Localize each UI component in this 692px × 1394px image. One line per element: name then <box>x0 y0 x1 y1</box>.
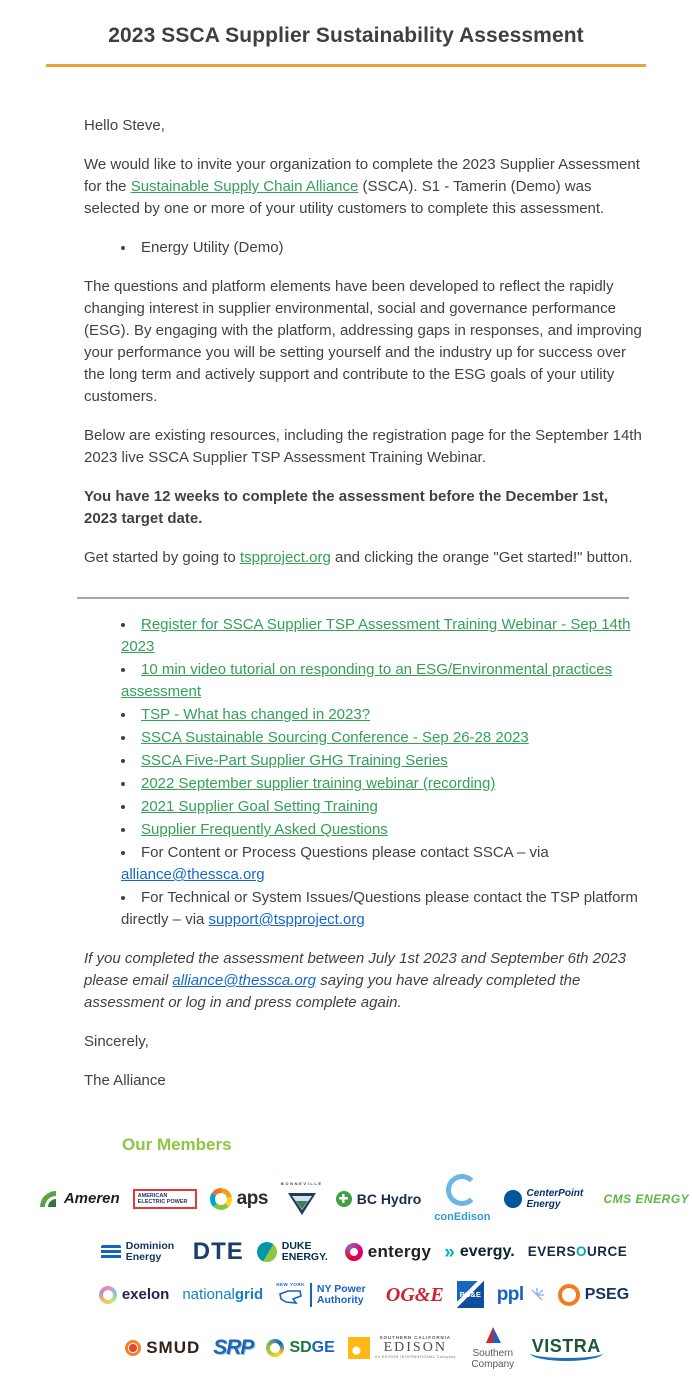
sce-bottom-label: An EDISON INTERNATIONAL Company <box>374 1355 456 1360</box>
centerpoint-wordmark: CenterPoint Energy <box>526 1187 584 1210</box>
resource-item <box>121 750 644 772</box>
resource-item <box>121 819 644 841</box>
ny-state-label: NEW YORK <box>276 1282 305 1288</box>
members-section <box>63 1134 690 1394</box>
southern-sail-icon <box>482 1326 504 1344</box>
bchydro-plus-icon <box>336 1191 352 1207</box>
duke-wordmark: DUKE ENERGY. <box>281 1240 328 1263</box>
member-logo-eversource <box>528 1241 628 1263</box>
sce-wordmark-block <box>375 1336 456 1360</box>
resource-item <box>121 727 644 749</box>
completed-note-post: saying you have already completed the assessment or log in and press complete again. <box>84 972 581 1011</box>
sce-wordmark: EDISON <box>383 1340 447 1356</box>
member-logo-cms <box>604 1188 690 1210</box>
aps-wordmark: aps <box>236 1187 268 1209</box>
resource-item <box>121 704 644 726</box>
ameren-leaf-icon <box>39 1190 59 1208</box>
bchydro-wordmark: BC Hydro <box>356 1190 422 1207</box>
ny-state-icon <box>278 1288 304 1306</box>
contact-text: For Content or Process Questions please contact SSCA – via <box>141 844 549 861</box>
member-logo-ppl <box>497 1284 545 1306</box>
alliance-email-link-italic[interactable]: alliance@thessca.org <box>172 972 317 989</box>
entergy-wordmark: entergy <box>367 1242 432 1261</box>
resource-item <box>121 796 644 818</box>
southern-wordmark: Southern Company <box>471 1348 515 1370</box>
orange-divider <box>46 64 646 67</box>
member-logo-sdge <box>266 1337 334 1359</box>
pseg-wordmark: PSEG <box>584 1285 630 1303</box>
member-logo-centerpoint <box>504 1188 591 1210</box>
ppl-wordmark: ppl <box>496 1283 524 1305</box>
resource-link-2022-webinar[interactable]: 2022 September supplier training webinar (recording) <box>141 775 496 792</box>
signature: The Alliance <box>84 1072 166 1089</box>
vistra-wordmark: VISTRA <box>530 1335 603 1361</box>
bonneville-wordmark: BONNEVILLE <box>280 1180 323 1186</box>
evergy-chevrons-icon: » <box>444 1241 455 1263</box>
ssca-alliance-link[interactable]: Sustainable Supply Chain Alliance <box>130 178 359 195</box>
bonneville-triangle-icon <box>287 1192 317 1216</box>
member-logo-dominion <box>101 1241 180 1263</box>
intro-post: (SSCA). S1 - Tamerin (Demo) was selected by one or more of your utility customers to complete this assessment. <box>84 178 605 217</box>
conedison-c-icon <box>446 1174 478 1206</box>
smud-wordmark: SMUD <box>146 1338 201 1357</box>
sdge-part2: GE <box>311 1339 335 1356</box>
pseg-circle-icon <box>558 1284 580 1306</box>
completed-note-paragraph <box>84 948 644 1014</box>
member-logo-aps <box>210 1188 268 1210</box>
eversource-wordmark <box>528 1241 628 1263</box>
signoff: Sincerely, <box>84 1033 149 1050</box>
member-logo-sce <box>348 1336 456 1360</box>
member-logo-southern <box>469 1326 517 1370</box>
resources-paragraph: Below are existing resources, including the registration page for the September 14th 2023 live SSCA Supplier TSP Assessment Training Webinar. <box>84 427 642 466</box>
contact-item <box>121 887 644 931</box>
intro-paragraph <box>84 154 644 220</box>
nypa-wordmark: NY Power Authority <box>316 1282 366 1306</box>
aps-swirl-icon <box>210 1188 232 1210</box>
resource-link-2021-goal-training[interactable]: 2021 Supplier Goal Setting Training <box>141 798 378 815</box>
member-logo-duke <box>257 1241 332 1263</box>
centerpoint-globe-icon <box>504 1190 522 1208</box>
tspproject-link[interactable]: tspproject.org <box>239 549 331 566</box>
intro-pre: We would like to invite your organization to complete the 2023 Supplier Assessment for the <box>84 156 640 195</box>
member-logo-pseg <box>558 1284 629 1306</box>
resource-link-ghg-training[interactable]: SSCA Five-Part Supplier GHG Training Series <box>141 752 448 769</box>
members-logo-row-4 <box>84 1326 644 1370</box>
member-logo-oge <box>386 1284 444 1306</box>
support-email-link[interactable]: support@tspproject.org <box>208 911 365 928</box>
resource-link-video-tutorial[interactable]: 10 min video tutorial on responding to an ESG/Environmental practices assessment <box>121 661 613 700</box>
members-logo-row-3 <box>84 1281 644 1308</box>
sdge-swoosh-icon <box>266 1339 284 1357</box>
completed-note-pre: If you completed the assessment between July 1st 2023 and September 6th 2023 please email <box>84 950 627 989</box>
member-logo-ameren <box>39 1188 120 1210</box>
sce-sun-icon <box>348 1337 370 1359</box>
contact-item <box>121 842 644 886</box>
cms-wordmark: CMS ENERGY <box>603 1191 690 1206</box>
nypa-divider <box>310 1283 312 1307</box>
member-logo-exelon <box>99 1284 170 1306</box>
contact-text: For Technical or System Issues/Questions please contact the TSP platform directly – via <box>121 889 638 928</box>
esg-paragraph: The questions and platform elements have been developed to reflect the rapidly changing interest in supplier environmental, social and governance performance (ESG). By engaging with the platform, addressing gaps in responses, and improving your performance you will be setting yourself and the industry up for success over the long term and actively support and contribute to the ESG goals of your utility customers. <box>84 278 642 405</box>
exelon-ring-icon <box>99 1286 117 1304</box>
nationalgrid-wordmark <box>182 1284 263 1306</box>
sdge-wordmark <box>289 1337 334 1359</box>
gray-divider <box>77 597 629 599</box>
member-logo-entergy <box>345 1241 432 1263</box>
nationalgrid-part1: national <box>182 1285 235 1303</box>
page-title: 2023 SSCA Supplier Sustainability Assessment <box>108 24 584 47</box>
sdge-part1: SD <box>289 1339 312 1356</box>
get-started-post: and clicking the orange "Get started!" button. <box>330 549 633 566</box>
dte-wordmark: DTE <box>192 1238 244 1265</box>
sce-top-label: SOUTHERN CALIFORNIA <box>379 1334 451 1340</box>
oge-wordmark: OG&E <box>385 1283 444 1306</box>
email-body <box>63 115 690 1394</box>
evergy-wordmark: evergy. <box>459 1243 515 1260</box>
resource-item <box>121 773 644 795</box>
ppl-sun-icon <box>529 1287 545 1303</box>
eversource-part1: EVERS <box>527 1244 576 1259</box>
exelon-wordmark: exelon <box>121 1285 170 1303</box>
member-logo-bchydro <box>336 1188 422 1210</box>
member-logo-dte <box>192 1238 244 1265</box>
nationalgrid-part2: grid <box>234 1285 264 1303</box>
resource-link-what-changed[interactable]: TSP - What has changed in 2023? <box>141 706 371 723</box>
member-logo-smud <box>125 1337 200 1359</box>
customer-item: • Energy Utility (Demo) <box>121 237 644 259</box>
members-logo-row-2 <box>84 1238 644 1265</box>
get-started-pre: Get started by going to <box>84 549 240 566</box>
dominion-bars-icon <box>101 1245 121 1260</box>
member-logo-conedison <box>434 1174 490 1223</box>
pge-wordmark: PG&E <box>459 1290 481 1299</box>
members-logo-row-1 <box>63 1174 690 1223</box>
member-logo-nypa <box>276 1283 373 1307</box>
dominion-wordmark: Dominion Energy <box>125 1240 175 1263</box>
eversource-part3: URCE <box>586 1244 628 1259</box>
resource-item <box>121 614 644 658</box>
member-logo-pge <box>457 1281 484 1308</box>
pge-box-icon <box>457 1281 484 1308</box>
conedison-wordmark: conEdison <box>434 1211 491 1223</box>
resource-link-webinar[interactable]: Register for SSCA Supplier TSP Assessment Training Webinar - Sep 14th 2023 <box>121 616 631 655</box>
greeting: Hello Steve, <box>84 117 165 134</box>
ny-state-block <box>276 1283 305 1306</box>
duke-sphere-icon <box>257 1242 277 1262</box>
alliance-email-link[interactable]: alliance@thessca.org <box>121 866 265 883</box>
smud-circle-icon <box>125 1340 141 1356</box>
ameren-wordmark: Ameren <box>63 1189 120 1207</box>
member-logo-bonneville <box>281 1182 323 1216</box>
resource-item <box>121 659 644 703</box>
aep-wordmark: AMERICAN ELECTRIC POWER <box>133 1189 197 1209</box>
member-logo-evergy <box>444 1241 514 1263</box>
get-started-paragraph <box>84 547 644 569</box>
srp-wordmark: SRP <box>213 1336 254 1359</box>
member-logo-aep <box>133 1189 197 1209</box>
eversource-o: O <box>575 1244 587 1259</box>
members-heading: Our Members <box>122 1135 232 1154</box>
member-logo-srp <box>213 1337 253 1359</box>
member-logo-nationalgrid <box>182 1284 263 1306</box>
member-logo-vistra <box>530 1335 603 1361</box>
deadline-paragraph: You have 12 weeks to complete the assessment before the December 1st, 2023 target date. <box>84 488 609 527</box>
resource-links-list <box>84 614 644 931</box>
resource-link-faq[interactable]: Supplier Frequently Asked Questions <box>141 821 388 838</box>
resource-link-sourcing-conference[interactable]: SSCA Sustainable Sourcing Conference - Sep 26-28 2023 <box>141 729 529 746</box>
customer-list <box>84 237 644 259</box>
entergy-swirl-icon <box>345 1243 363 1261</box>
